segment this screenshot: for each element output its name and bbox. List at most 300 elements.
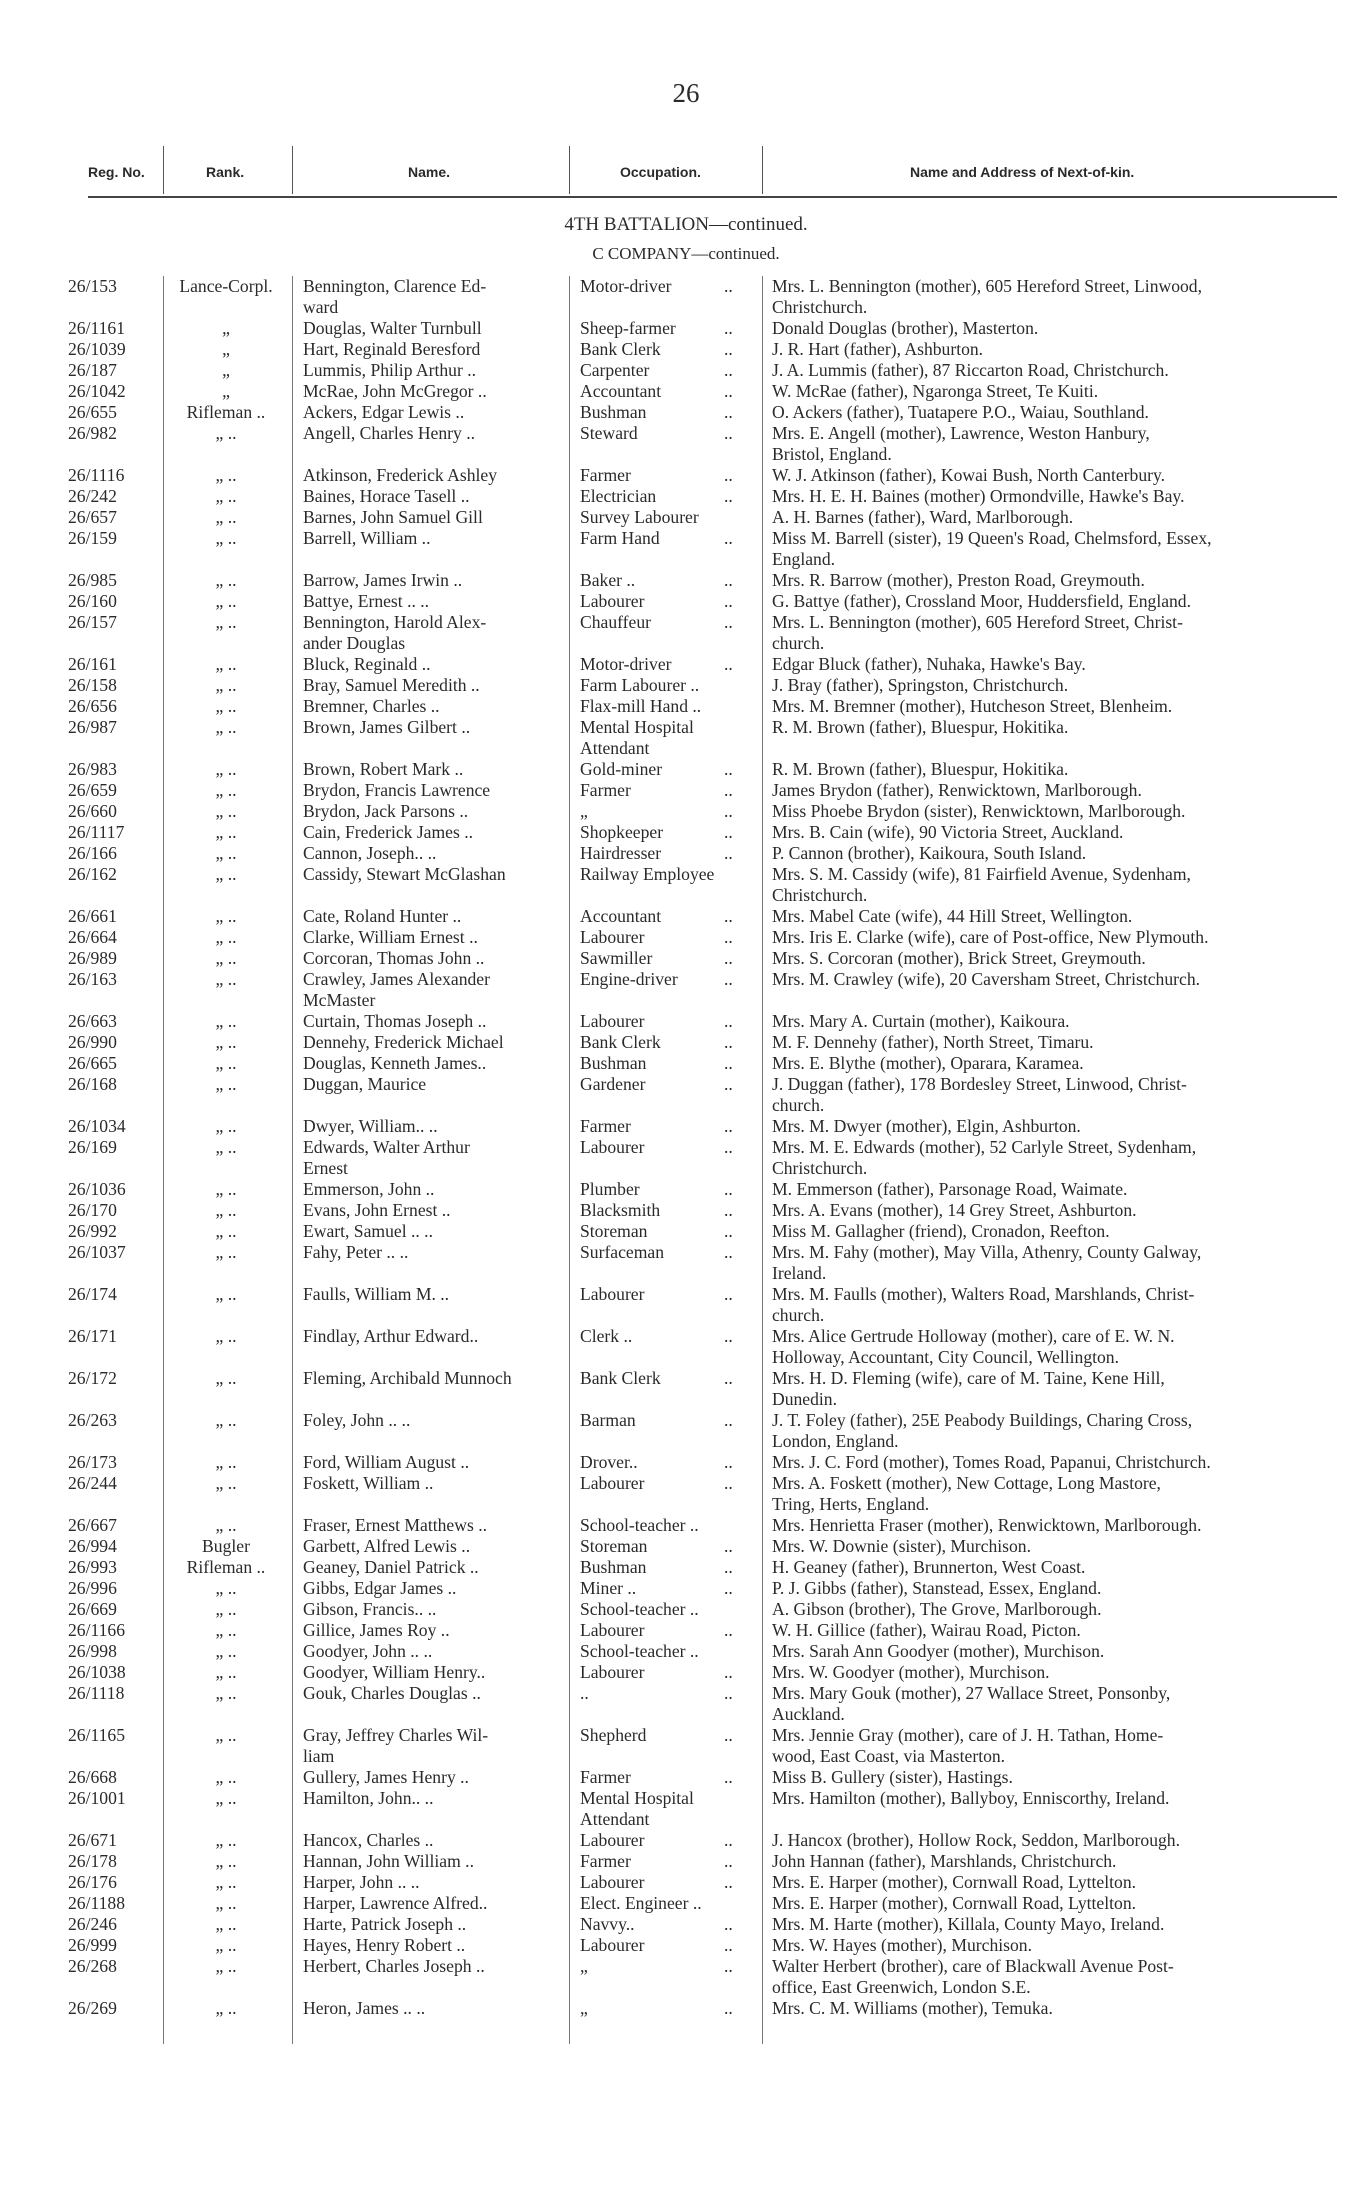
- rank: „ ..: [215, 1851, 237, 1871]
- occupation-leader-dots: ..: [724, 654, 733, 674]
- occupation: Bank Clerk: [580, 339, 661, 359]
- rank: „ ..: [215, 1515, 237, 1535]
- rank: „ ..: [215, 1830, 237, 1850]
- next-of-kin: Walter Herbert (brother), care of Blackwall Avenue Post- office, East Greenwich, London S.E.: [772, 1956, 1174, 1997]
- reg-number: 26/665: [68, 1053, 117, 1073]
- next-of-kin: M. F. Dennehy (father), North Street, Timaru.: [772, 1032, 1094, 1052]
- occupation-leader-dots: ..: [724, 1116, 733, 1136]
- rank: „: [222, 339, 230, 359]
- reg-number: 26/993: [68, 1557, 117, 1577]
- soldier-name: Clarke, William Ernest ..: [303, 927, 478, 947]
- rank: „ ..: [215, 1242, 237, 1262]
- table-row: [0, 1515, 1372, 1536]
- reg-number: 26/656: [68, 696, 117, 716]
- occupation: Flax-mill Hand ..: [580, 696, 702, 716]
- occupation-leader-dots: ..: [724, 843, 733, 863]
- next-of-kin: W. McRae (father), Ngaronga Street, Te Kuiti.: [772, 381, 1099, 401]
- table-row: [0, 423, 1372, 465]
- table-row: [0, 822, 1372, 843]
- occupation-leader-dots: ..: [724, 1578, 733, 1598]
- occupation-leader-dots: ..: [724, 1074, 733, 1094]
- reg-number: 26/990: [68, 1032, 117, 1052]
- rank: „ ..: [215, 1893, 237, 1913]
- soldier-name: Barrell, William ..: [303, 528, 431, 548]
- table-row: [0, 465, 1372, 486]
- occupation: Motor-driver: [580, 654, 672, 674]
- occupation: Electrician: [580, 486, 657, 506]
- table-row: [0, 1116, 1372, 1137]
- next-of-kin: A. Gibson (brother), The Grove, Marlborough.: [772, 1599, 1102, 1619]
- header-name: Name.: [408, 164, 451, 180]
- occupation: Railway Employee: [580, 864, 715, 884]
- rank: „ ..: [215, 906, 237, 926]
- rank: „ ..: [215, 1620, 237, 1640]
- reg-number: 26/161: [68, 654, 117, 674]
- next-of-kin: Mrs. Alice Gertrude Holloway (mother), care of E. W. N. Holloway, Accountant, City Council, Wellington.: [772, 1326, 1175, 1367]
- occupation-leader-dots: ..: [724, 1830, 733, 1850]
- rank: „ ..: [215, 1053, 237, 1073]
- occupation-leader-dots: ..: [724, 528, 733, 548]
- occupation-leader-dots: ..: [724, 1452, 733, 1472]
- table-row: [0, 1179, 1372, 1200]
- soldier-name: Fahy, Peter .. ..: [303, 1242, 409, 1262]
- rank: „ ..: [215, 1032, 237, 1052]
- rank: „ ..: [215, 1326, 237, 1346]
- soldier-name: Gray, Jeffrey Charles Wil- liam: [303, 1725, 489, 1766]
- soldier-name: Hayes, Henry Robert ..: [303, 1935, 466, 1955]
- soldier-name: Barnes, John Samuel Gill: [303, 507, 483, 527]
- occupation-leader-dots: ..: [724, 969, 733, 989]
- reg-number: 26/263: [68, 1410, 117, 1430]
- table-row: [0, 927, 1372, 948]
- rank: „ ..: [215, 1137, 237, 1157]
- occupation: Storeman: [580, 1221, 648, 1241]
- occupation-leader-dots: ..: [724, 1032, 733, 1052]
- reg-number: 26/153: [68, 276, 117, 296]
- table-row: [0, 1914, 1372, 1935]
- table-row: [0, 843, 1372, 864]
- soldier-name: Findlay, Arthur Edward..: [303, 1326, 479, 1346]
- rank: „ ..: [215, 654, 237, 674]
- occupation: Labourer: [580, 1284, 645, 1304]
- next-of-kin: Mrs. E. Angell (mother), Lawrence, Weston Hanbury, Bristol, England.: [772, 423, 1150, 464]
- occupation-leader-dots: ..: [724, 1473, 733, 1493]
- rank: „: [222, 360, 230, 380]
- rank: „ ..: [215, 591, 237, 611]
- reg-number: 26/158: [68, 675, 117, 695]
- occupation: School-teacher ..: [580, 1515, 699, 1535]
- occupation-leader-dots: ..: [724, 1368, 733, 1388]
- occupation: Storeman: [580, 1536, 648, 1556]
- occupation: Mental Hospital Attendant: [580, 717, 694, 758]
- table-row: [0, 402, 1372, 423]
- occupation-leader-dots: ..: [724, 1557, 733, 1577]
- occupation-leader-dots: ..: [724, 612, 733, 632]
- soldier-name: Gouk, Charles Douglas ..: [303, 1683, 481, 1703]
- table-row: [0, 1557, 1372, 1578]
- table-header: [0, 146, 1372, 194]
- occupation-leader-dots: ..: [724, 1662, 733, 1682]
- reg-number: 26/1188: [68, 1893, 126, 1913]
- occupation: Farmer: [580, 1116, 631, 1136]
- roll-table-body: [0, 276, 1372, 2019]
- rank: „ ..: [215, 822, 237, 842]
- reg-number: 26/671: [68, 1830, 117, 1850]
- table-row: [0, 654, 1372, 675]
- table-row: [0, 1935, 1372, 1956]
- reg-number: 26/983: [68, 759, 117, 779]
- reg-number: 26/992: [68, 1221, 117, 1241]
- soldier-name: Bremner, Charles ..: [303, 696, 440, 716]
- table-row: [0, 864, 1372, 906]
- occupation: Sawmiller: [580, 948, 653, 968]
- table-row: [0, 318, 1372, 339]
- occupation-leader-dots: ..: [724, 402, 733, 422]
- table-row: [0, 717, 1372, 759]
- reg-number: 26/655: [68, 402, 117, 422]
- rank: „ ..: [215, 1284, 237, 1304]
- occupation-leader-dots: ..: [724, 1851, 733, 1871]
- next-of-kin: Mrs. C. M. Williams (mother), Temuka.: [772, 1998, 1053, 2018]
- occupation: Motor-driver: [580, 276, 672, 296]
- rank: „ ..: [215, 843, 237, 863]
- reg-number: 26/996: [68, 1578, 117, 1598]
- table-row: [0, 906, 1372, 927]
- table-row: [0, 381, 1372, 402]
- next-of-kin: Miss Phoebe Brydon (sister), Renwicktown, Marlborough.: [772, 801, 1186, 821]
- occupation-leader-dots: ..: [724, 1683, 733, 1703]
- reg-number: 26/168: [68, 1074, 117, 1094]
- table-row: [0, 591, 1372, 612]
- table-row: [0, 1830, 1372, 1851]
- table-row: [0, 1410, 1372, 1452]
- table-row: [0, 1872, 1372, 1893]
- table-row: [0, 1725, 1372, 1767]
- occupation-leader-dots: ..: [724, 360, 733, 380]
- soldier-name: Corcoran, Thomas John ..: [303, 948, 485, 968]
- soldier-name: Brydon, Francis Lawrence: [303, 780, 491, 800]
- occupation: School-teacher ..: [580, 1641, 699, 1661]
- next-of-kin: R. M. Brown (father), Bluespur, Hokitika.: [772, 717, 1069, 737]
- reg-number: 26/1116: [68, 465, 125, 485]
- next-of-kin: Mrs. S. Corcoran (mother), Brick Street, Greymouth.: [772, 948, 1146, 968]
- next-of-kin: Mrs. Mary A. Curtain (mother), Kaikoura.: [772, 1011, 1070, 1031]
- rank: „ ..: [215, 948, 237, 968]
- occupation-leader-dots: ..: [724, 318, 733, 338]
- soldier-name: Douglas, Kenneth James..: [303, 1053, 487, 1073]
- occupation-leader-dots: ..: [724, 822, 733, 842]
- occupation: Hairdresser: [580, 843, 662, 863]
- occupation: „: [580, 801, 588, 821]
- reg-number: 26/1166: [68, 1620, 126, 1640]
- rank: „ ..: [215, 1011, 237, 1031]
- reg-number: 26/664: [68, 927, 117, 947]
- next-of-kin: Mrs. A. Evans (mother), 14 Grey Street, Ashburton.: [772, 1200, 1137, 1220]
- occupation-leader-dots: ..: [724, 801, 733, 821]
- next-of-kin: Mrs. Henrietta Fraser (mother), Renwicktown, Marlborough.: [772, 1515, 1202, 1535]
- soldier-name: Bennington, Harold Alex- ander Douglas: [303, 612, 487, 653]
- occupation-leader-dots: ..: [724, 1767, 733, 1787]
- soldier-name: Crawley, James Alexander McMaster: [303, 969, 490, 1010]
- occupation: Blacksmith: [580, 1200, 661, 1220]
- rank: „ ..: [215, 1914, 237, 1934]
- occupation: Surfaceman: [580, 1242, 665, 1262]
- occupation: Drover..: [580, 1452, 638, 1472]
- next-of-kin: Mrs. W. Goodyer (mother), Murchison.: [772, 1662, 1050, 1682]
- occupation: Bushman: [580, 1053, 647, 1073]
- rank: „ ..: [215, 465, 237, 485]
- table-row: [0, 339, 1372, 360]
- reg-number: 26/987: [68, 717, 117, 737]
- reg-number: 26/668: [68, 1767, 117, 1787]
- table-row: [0, 675, 1372, 696]
- occupation: Barman: [580, 1410, 636, 1430]
- occupation-leader-dots: ..: [724, 591, 733, 611]
- soldier-name: Dennehy, Frederick Michael: [303, 1032, 504, 1052]
- rank: Rifleman ..: [186, 1557, 266, 1577]
- rank: „ ..: [215, 1956, 237, 1976]
- reg-number: 26/985: [68, 570, 117, 590]
- soldier-name: Dwyer, William.. ..: [303, 1116, 438, 1136]
- reg-number: 26/160: [68, 591, 117, 611]
- occupation-leader-dots: ..: [724, 1410, 733, 1430]
- reg-number: 26/157: [68, 612, 117, 632]
- soldier-name: Barrow, James Irwin ..: [303, 570, 463, 590]
- next-of-kin: Mrs. Jennie Gray (mother), care of J. H. Tathan, Home- wood, East Coast, via Masterton.: [772, 1725, 1164, 1766]
- next-of-kin: W. J. Atkinson (father), Kowai Bush, North Canterbury.: [772, 465, 1166, 485]
- rank: „ ..: [215, 1221, 237, 1241]
- next-of-kin: J. Duggan (father), 178 Bordesley Street, Linwood, Christ- church.: [772, 1074, 1187, 1115]
- next-of-kin: Mrs. A. Foskett (mother), New Cottage, Long Mastore, Tring, Herts, England.: [772, 1473, 1161, 1514]
- header-next-of-kin: Name and Address of Next-of-kin.: [910, 164, 1135, 180]
- reg-number: 26/163: [68, 969, 117, 989]
- soldier-name: Herbert, Charles Joseph ..: [303, 1956, 485, 1976]
- soldier-name: Lummis, Philip Arthur ..: [303, 360, 477, 380]
- table-row: [0, 1473, 1372, 1515]
- table-row: [0, 969, 1372, 1011]
- next-of-kin: Mrs. M. Fahy (mother), May Villa, Athenry, County Galway, Ireland.: [772, 1242, 1202, 1283]
- next-of-kin: H. Geaney (father), Brunnerton, West Coast.: [772, 1557, 1086, 1577]
- next-of-kin: J. R. Hart (father), Ashburton.: [772, 339, 984, 359]
- reg-number: 26/1034: [68, 1116, 126, 1136]
- next-of-kin: Mrs. W. Downie (sister), Murchison.: [772, 1536, 1032, 1556]
- occupation: Labourer: [580, 1473, 645, 1493]
- soldier-name: Foskett, William ..: [303, 1473, 434, 1493]
- rank: „ ..: [215, 1578, 237, 1598]
- rank: „ ..: [215, 801, 237, 821]
- rank: „ ..: [215, 1662, 237, 1682]
- next-of-kin: J. T. Foley (father), 25E Peabody Buildings, Charing Cross, London, England.: [772, 1410, 1193, 1451]
- occupation-leader-dots: ..: [724, 486, 733, 506]
- rank: „ ..: [215, 1683, 237, 1703]
- table-row: [0, 696, 1372, 717]
- header-divider: [569, 146, 570, 194]
- reg-number: 26/170: [68, 1200, 117, 1220]
- reg-number: 26/669: [68, 1599, 117, 1619]
- rank: „ ..: [215, 570, 237, 590]
- reg-number: 26/1117: [68, 822, 125, 842]
- soldier-name: Bluck, Reginald ..: [303, 654, 431, 674]
- occupation-leader-dots: ..: [724, 759, 733, 779]
- table-row: [0, 1452, 1372, 1473]
- occupation: Steward: [580, 423, 638, 443]
- rank: „ ..: [215, 528, 237, 548]
- next-of-kin: Mrs. M. Dwyer (mother), Elgin, Ashburton.: [772, 1116, 1081, 1136]
- next-of-kin: Miss B. Gullery (sister), Hastings.: [772, 1767, 1013, 1787]
- company-title: C COMPANY—continued.: [592, 244, 780, 263]
- soldier-name: Harper, Lawrence Alfred..: [303, 1893, 488, 1913]
- table-row: [0, 1620, 1372, 1641]
- next-of-kin: Mrs. Iris E. Clarke (wife), care of Post-office, New Plymouth.: [772, 927, 1209, 947]
- soldier-name: Goodyer, William Henry..: [303, 1662, 486, 1682]
- next-of-kin: Mrs. L. Bennington (mother), 605 Hereford Street, Linwood, Christchurch.: [772, 276, 1202, 317]
- reg-number: 26/166: [68, 843, 117, 863]
- soldier-name: Gibbs, Edgar James ..: [303, 1578, 457, 1598]
- rank: „ ..: [215, 864, 237, 884]
- next-of-kin: Edgar Bluck (father), Nuhaka, Hawke's Bay.: [772, 654, 1086, 674]
- soldier-name: Gibson, Francis.. ..: [303, 1599, 437, 1619]
- table-row: [0, 1851, 1372, 1872]
- next-of-kin: A. H. Barnes (father), Ward, Marlborough.: [772, 507, 1074, 527]
- rank: „ ..: [215, 1935, 237, 1955]
- occupation: Survey Labourer: [580, 507, 699, 527]
- soldier-name: Fraser, Ernest Matthews ..: [303, 1515, 487, 1535]
- table-row: [0, 1893, 1372, 1914]
- occupation: Labourer: [580, 1872, 645, 1892]
- table-row: [0, 1788, 1372, 1830]
- occupation-leader-dots: ..: [724, 1620, 733, 1640]
- occupation: Farmer: [580, 1767, 631, 1787]
- rank: „ ..: [215, 1473, 237, 1493]
- soldier-name: Cain, Frederick James ..: [303, 822, 474, 842]
- soldier-name: Brydon, Jack Parsons ..: [303, 801, 469, 821]
- reg-number: 26/162: [68, 864, 117, 884]
- soldier-name: Geaney, Daniel Patrick ..: [303, 1557, 479, 1577]
- occupation-leader-dots: ..: [724, 1011, 733, 1031]
- occupation: Bushman: [580, 402, 647, 422]
- header-rule: [88, 196, 1337, 198]
- occupation-leader-dots: ..: [724, 1536, 733, 1556]
- table-row: [0, 570, 1372, 591]
- next-of-kin: John Hannan (father), Marshlands, Christchurch.: [772, 1851, 1117, 1871]
- next-of-kin: Mrs. M. Crawley (wife), 20 Caversham Street, Christchurch.: [772, 969, 1201, 989]
- table-row: [0, 1284, 1372, 1326]
- occupation: Navvy..: [580, 1914, 635, 1934]
- table-row: [0, 1200, 1372, 1221]
- rank: „ ..: [215, 759, 237, 779]
- next-of-kin: Mrs. M. E. Edwards (mother), 52 Carlyle Street, Sydenham, Christchurch.: [772, 1137, 1197, 1178]
- rank: „ ..: [215, 1410, 237, 1430]
- table-row: [0, 1536, 1372, 1557]
- occupation: Labourer: [580, 1935, 645, 1955]
- next-of-kin: Mrs. Mary Gouk (mother), 27 Wallace Street, Ponsonby, Auckland.: [772, 1683, 1171, 1724]
- soldier-name: Hannan, John William ..: [303, 1851, 474, 1871]
- table-row: [0, 486, 1372, 507]
- rank: „ ..: [215, 423, 237, 443]
- soldier-name: Evans, John Ernest ..: [303, 1200, 451, 1220]
- soldier-name: Cannon, Joseph.. ..: [303, 843, 437, 863]
- next-of-kin: J. Hancox (brother), Hollow Rock, Seddon, Marlborough.: [772, 1830, 1181, 1850]
- next-of-kin: Mrs. H. E. H. Baines (mother) Ormondville, Hawke's Bay.: [772, 486, 1185, 506]
- reg-number: 26/1036: [68, 1179, 126, 1199]
- next-of-kin: Mrs. E. Blythe (mother), Oparara, Karamea.: [772, 1053, 1084, 1073]
- next-of-kin: Mrs. Hamilton (mother), Ballyboy, Enniscorthy, Ireland.: [772, 1788, 1170, 1808]
- table-row: [0, 1053, 1372, 1074]
- table-row: [0, 1326, 1372, 1368]
- soldier-name: Emmerson, John ..: [303, 1179, 435, 1199]
- occupation-leader-dots: ..: [724, 339, 733, 359]
- next-of-kin: Mrs. S. M. Cassidy (wife), 81 Fairfield Avenue, Sydenham, Christchurch.: [772, 864, 1191, 905]
- reg-number: 26/982: [68, 423, 117, 443]
- rank: „ ..: [215, 1872, 237, 1892]
- rank: „ ..: [215, 1788, 237, 1808]
- rank: „ ..: [215, 969, 237, 989]
- soldier-name: Atkinson, Frederick Ashley: [303, 465, 497, 485]
- occupation-leader-dots: ..: [724, 1242, 733, 1262]
- reg-number: 26/661: [68, 906, 117, 926]
- occupation: „: [580, 1956, 588, 1976]
- table-row: [0, 780, 1372, 801]
- next-of-kin: W. H. Gillice (father), Wairau Road, Picton.: [772, 1620, 1081, 1640]
- occupation-leader-dots: ..: [724, 1137, 733, 1157]
- soldier-name: Ford, William August ..: [303, 1452, 470, 1472]
- occupation: Labourer: [580, 1137, 645, 1157]
- next-of-kin: Mrs. J. C. Ford (mother), Tomes Road, Papanui, Christchurch.: [772, 1452, 1211, 1472]
- occupation-leader-dots: ..: [724, 906, 733, 926]
- reg-number: 26/989: [68, 948, 117, 968]
- occupation-leader-dots: ..: [724, 1179, 733, 1199]
- occupation: Sheep-farmer: [580, 318, 676, 338]
- header-divider: [292, 146, 293, 194]
- soldier-name: Harper, John .. ..: [303, 1872, 420, 1892]
- header-reg-no: Reg. No.: [88, 164, 145, 180]
- reg-number: 26/994: [68, 1536, 117, 1556]
- occupation-leader-dots: ..: [724, 948, 733, 968]
- occupation: Farm Hand: [580, 528, 660, 548]
- table-row: [0, 1767, 1372, 1788]
- table-row: [0, 276, 1372, 318]
- table-row: [0, 1074, 1372, 1116]
- rank: „ ..: [215, 1725, 237, 1745]
- rank: „ ..: [215, 1116, 237, 1136]
- rank: Bugler: [202, 1536, 250, 1556]
- rank: „ ..: [215, 1641, 237, 1661]
- rank: „ ..: [215, 1998, 237, 2018]
- table-row: [0, 1221, 1372, 1242]
- reg-number: 26/174: [68, 1284, 117, 1304]
- reg-number: 26/173: [68, 1452, 117, 1472]
- table-row: [0, 1032, 1372, 1053]
- reg-number: 26/269: [68, 1998, 117, 2018]
- soldier-name: Curtain, Thomas Joseph ..: [303, 1011, 487, 1031]
- next-of-kin: Mrs. Mabel Cate (wife), 44 Hill Street, Wellington.: [772, 906, 1133, 926]
- next-of-kin: Mrs. L. Bennington (mother), 605 Hereford Street, Christ- church.: [772, 612, 1183, 653]
- next-of-kin: Miss M. Barrell (sister), 19 Queen's Road, Chelmsford, Essex, England.: [772, 528, 1212, 569]
- reg-number: 26/667: [68, 1515, 117, 1535]
- occupation-leader-dots: ..: [724, 1284, 733, 1304]
- soldier-name: Douglas, Walter Turnbull: [303, 318, 482, 338]
- occupation: Gardener: [580, 1074, 646, 1094]
- soldier-name: Bray, Samuel Meredith ..: [303, 675, 480, 695]
- next-of-kin: P. J. Gibbs (father), Stanstead, Essex, England.: [772, 1578, 1102, 1598]
- page-number: 26: [672, 78, 700, 108]
- table-row: [0, 1599, 1372, 1620]
- soldier-name: Foley, John .. ..: [303, 1410, 411, 1430]
- reg-number: 26/246: [68, 1914, 117, 1934]
- occupation: ..: [580, 1683, 589, 1703]
- occupation: Shepherd: [580, 1725, 647, 1745]
- reg-number: 26/244: [68, 1473, 117, 1493]
